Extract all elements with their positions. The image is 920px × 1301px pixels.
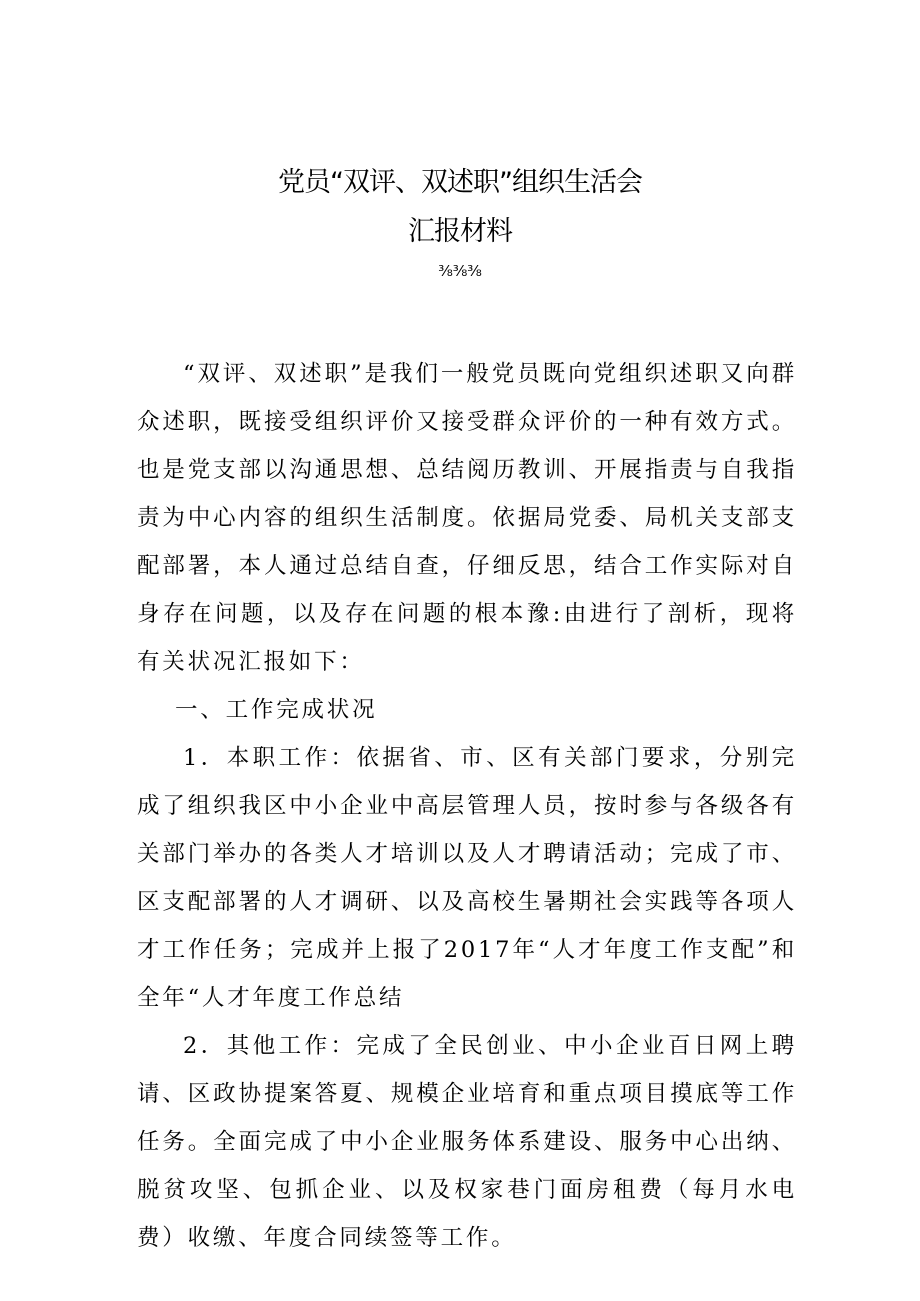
item-paragraph-main-work: 1．本职工作：依据省、市、区有关部门要求，分别完成了组织我区中小企业中高层管理人员，按时参与各级各有关部门举办的各类人才培训以及人才聘请活动；完成了市、区支配部署的人才调研、以及高校生暑期社会实践等各项人才工作任务；完成并上报了2017年“人才年度工作支配”和全年“人才年度工作总结 xyxy=(137,745,797,1011)
document-subtitle: ⅜⅜⅜ xyxy=(438,262,482,280)
document-title-line1: 党员“双评、双述职”组织生活会 xyxy=(278,167,642,198)
document-body xyxy=(137,350,797,1262)
item-paragraph-other-work: 2．其他工作：完成了全民创业、中小企业百日网上聘请、区政协提案答夏、规模企业培育和重点项目摸底等工作任务。全面完成了中小企业服务体系建设、服务中心出纳、脱贫攻坚、包抓企业、以及权家巷门面房租费（每月水电费）收缴、年度合同续签等工作。 xyxy=(137,1033,797,1251)
intro-paragraph: “双评、双述职”是我们一般党员既向党组织述职又向群众述职，既接受组织评价又接受群众评价的一种有效方式。也是党支部以沟通思想、总结阅历教训、开展指责与自我指责为中心内容的组织生活制度。依据局党委、局机关支部支配部署，本人通过总结自查，仔细反思，结合工作实际对自身存在问题，以及存在问题的根本豫:由进行了剖析，现将有关状况汇报如下： xyxy=(137,361,797,675)
section-heading-work-status: 一、工作完成状况 xyxy=(175,697,378,723)
document-title-line2: 汇报材料 xyxy=(408,216,512,247)
